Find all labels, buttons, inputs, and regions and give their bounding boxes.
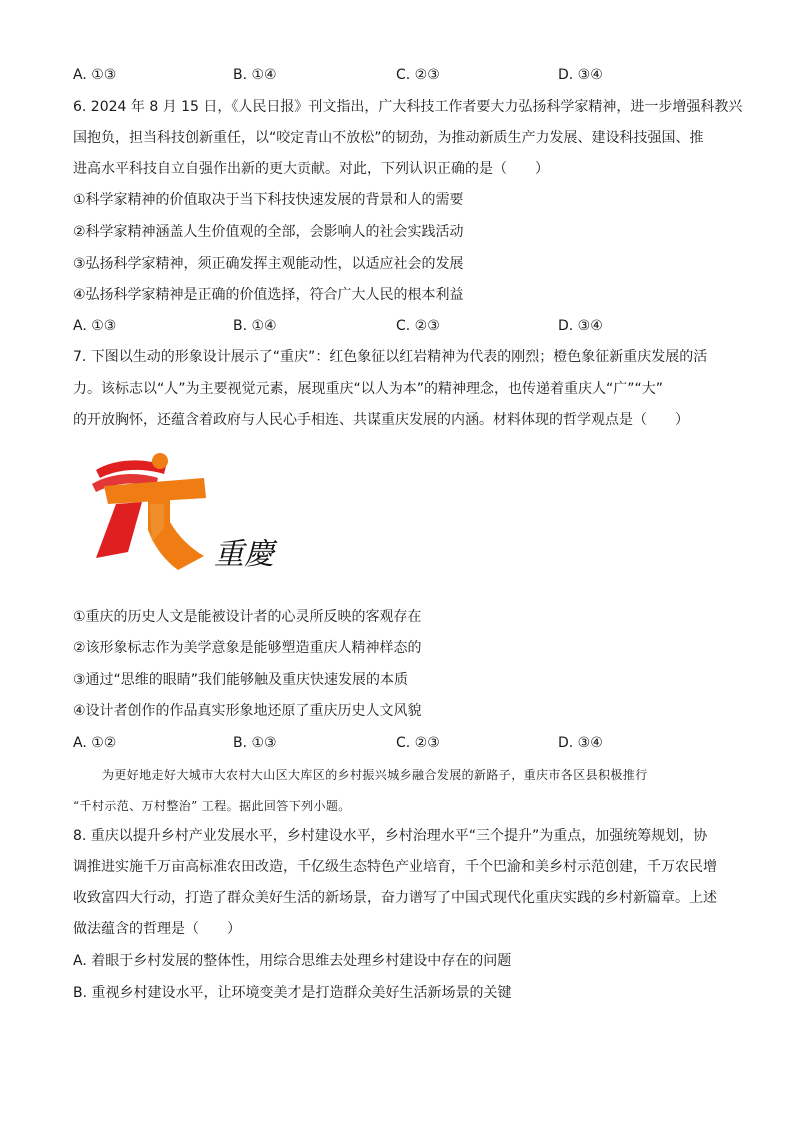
q7-stem-line: 力。该标志以“人”为主要视觉元素，展现重庆“以人为本”的精神理念，也传递着重庆人“广”“大” [73,381,664,397]
q5-option-d: D. ③④ [558,67,603,83]
group-intro-line: “千村示范、万村整治” 工程。据此回答下列小题。 [73,799,351,813]
q8-option-b: B. 重视乡村建设水平，让环境变美才是打造群众美好生活新场景的关键 [73,985,512,1001]
group-intro-line: 为更好地走好大城市大农村大山区大库区的乡村振兴城乡融合发展的新路子，重庆市各区县积极推行 [102,768,648,782]
q5-option-c: C. ②③ [396,67,440,83]
q6-option-a: A. ①③ [73,318,117,334]
q5-option-b: B. ①④ [233,67,277,83]
q6-stem-line: 国抱负，担当科技创新重任，以“咬定青山不放松”的韧劲，为推动新质生产力发展、建设科技强国、推 [73,130,704,146]
q6-option-b: B. ①④ [233,318,277,334]
q8-stem-line: 调推进实施千万亩高标准农田改造，千亿级生态特色产业培育，千个巴渝和美乡村示范创建，千万农民增 [73,859,717,875]
q6-item: ④弘扬科学家精神是正确的价值选择，符合广大人民的根本利益 [73,287,464,303]
q8-stem-line: 收致富四大行动，打造了群众美好生活的新场景，奋力谱写了中国式现代化重庆实践的乡村新篇章。上述 [73,890,717,906]
q8-stem-line: 做法蕴含的哲理是（ ） [73,921,241,937]
q6-stem-line: 6. 2024 年 8 月 15 日，《人民日报》刊文指出，广大科技工作者要大力弘扬科学家精神，进一步增强科教兴 [73,99,743,115]
q7-item: ③通过“思维的眼睛”我们能够触及重庆快速发展的本质 [73,672,409,688]
q8-stem-line: 8. 重庆以提升乡村产业发展水平，乡村建设水平，乡村治理水平“三个提升”为重点，加强统筹规划，协 [73,828,708,844]
logo-calligraphy-text: 重慶 [214,537,274,572]
q5-option-a: A. ①③ [73,67,117,83]
q7-stem-line: 的开放胸怀，还蕴含着政府与人民心手相连、共谋重庆发展的内涵。材料体现的哲学观点是（ ） [73,412,689,428]
q7-stem-line: 7. 下图以生动的形象设计展示了“重庆”：红色象征以红岩精神为代表的刚烈；橙色象征新重庆发展的活 [73,349,708,365]
q7-item: ④设计者创作的作品真实形象地还原了重庆历史人文风貌 [73,703,422,719]
q6-item: ②科学家精神涵盖人生价值观的全部，会影响人的社会实践活动 [73,224,464,240]
q6-item: ③弘扬科学家精神，须正确发挥主观能动性，以适应社会的发展 [73,256,464,272]
q7-option-a: A. ①② [73,735,117,751]
q7-option-d: D. ③④ [558,735,603,751]
q7-option-c: C. ②③ [396,735,440,751]
q6-option-d: D. ③④ [558,318,603,334]
q6-option-c: C. ②③ [396,318,440,334]
q6-stem-line: 进高水平科技自立自强作出新的更大贡献。对此，下列认识正确的是（ ） [73,161,549,177]
q8-option-a: A. 着眼于乡村发展的整体性，用综合思维去处理乡村建设中存在的问题 [73,953,512,969]
chongqing-logo [86,452,286,582]
q7-option-b: B. ①③ [233,735,277,751]
q7-item: ②该形象标志作为美学意象是能够塑造重庆人精神样态的 [73,640,422,656]
q6-item: ①科学家精神的价值取决于当下科技快速发展的背景和人的需要 [73,192,464,208]
chongqing-logo-graphic [86,452,286,582]
q7-item: ①重庆的历史人文是能被设计者的心灵所反映的客观存在 [73,609,422,625]
